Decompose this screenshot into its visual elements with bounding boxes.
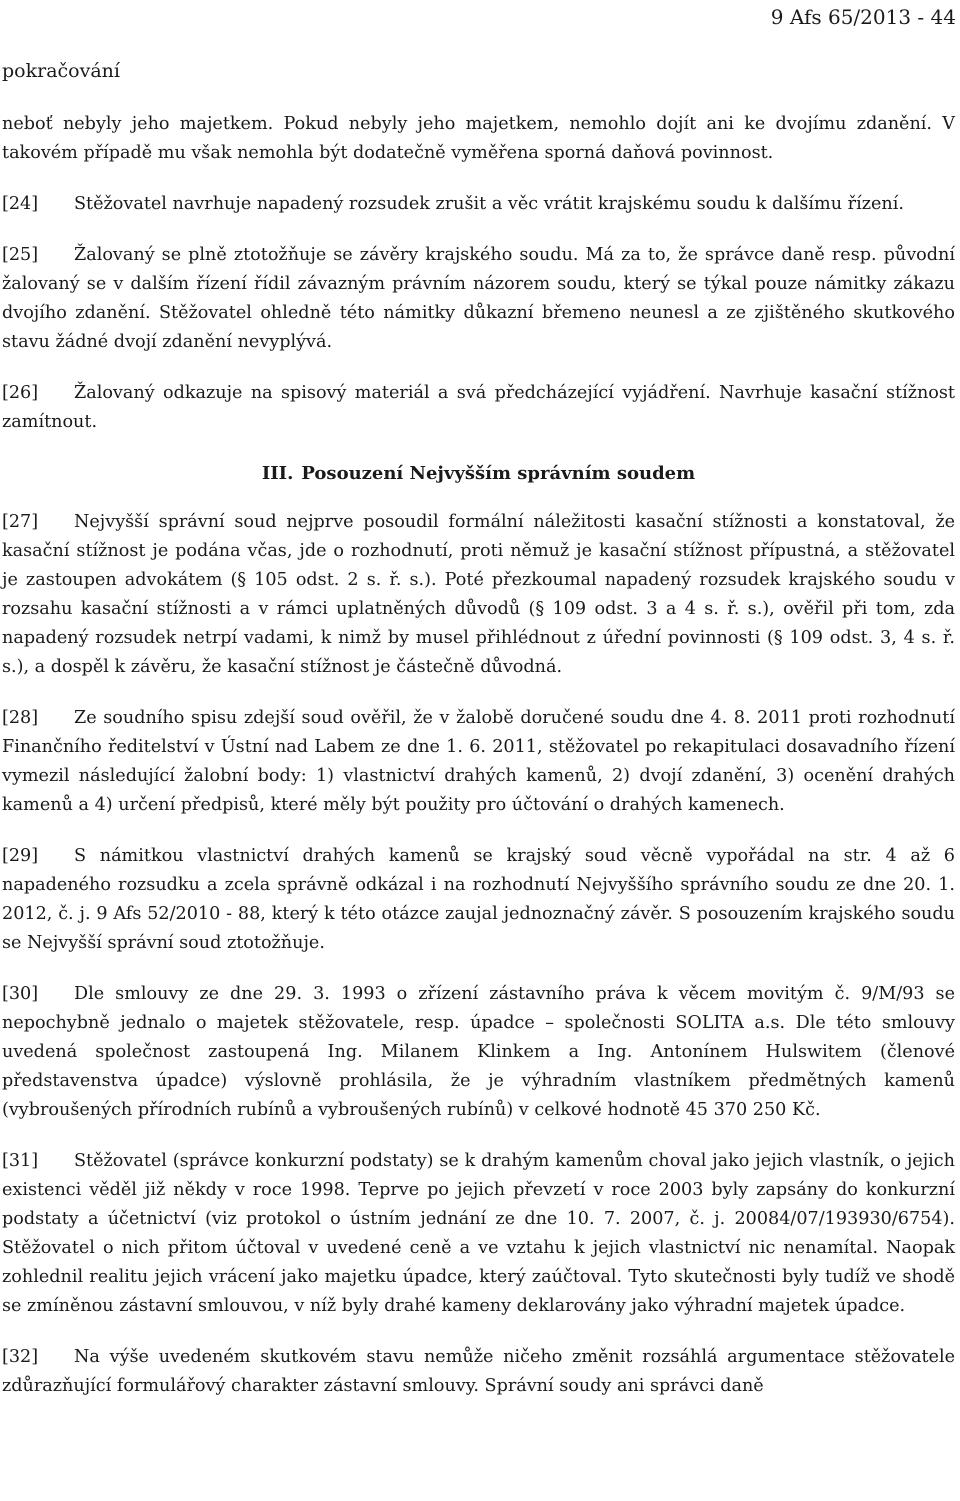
continuation-label: pokračování <box>2 60 120 82</box>
section-number: III. <box>261 463 294 484</box>
paragraph-text: Žalovaný se plně ztotožňuje se závěry krajského soudu. Má za to, že správce daně resp. původní žalovaný se v dalším řízení řídil závazným právním názorem soudu, který se týkal pouze námitky zákazu dvojího zdanění. Stěžovatel ohledně této námitky důkazní břemeno neunesl a ze zjištěného skutkového stavu žádné dvojí zdanění nevyplývá. <box>2 245 955 352</box>
paragraph-text: S námitkou vlastnictví drahých kamenů se krajský soud věcně vypořádal na str. 4 až 6 napadeného rozsudku a zcela správně odkázal i na rozhodnutí Nejvyššího správního soudu ze dne 20. 1. 2012, č. j. 9 Afs 52/2010 - 88, který k této otázce zaujal jednoznačný závěr. S posouzením krajského soudu se Nejvyšší správní soud ztotožňuje. <box>2 846 955 953</box>
paragraph-28 <box>2 704 955 820</box>
paragraph-26 <box>2 379 955 437</box>
paragraph-number: [24] <box>2 194 39 214</box>
paragraph-text: Stěžovatel navrhuje napadený rozsudek zrušit a věc vrátit krajskému soudu k dalšímu řízení. <box>74 194 904 214</box>
paragraph-number: [28] <box>2 708 39 728</box>
paragraph-number: [25] <box>2 245 39 265</box>
document-body <box>2 110 955 1423</box>
paragraph-text: Ze soudního spisu zdejší soud ověřil, že v žalobě doručené soudu dne 4. 8. 2011 proti rozhodnutí Finančního ředitelství v Ústní nad Labem ze dne 1. 6. 2011, stěžovatel po rekapitulaci dosavadního řízení vymezil následující žalobní body: 1) vlastnictví drahých kamenů, 2) dvojí zdanění, 3) ocenění drahých kamenů a 4) určení předpisů, které měly být použity pro účtování o drahých kamenech. <box>2 708 955 815</box>
paragraph-32 <box>2 1343 955 1401</box>
paragraph-24 <box>2 190 955 219</box>
paragraph-25 <box>2 241 955 357</box>
paragraph-number: [31] <box>2 1151 39 1171</box>
paragraph-text: neboť nebyly jeho majetkem. Pokud nebyly jeho majetkem, nemohlo dojít ani ke dvojímu zdanění. V takovém případě mu však nemohla být dodatečně vyměřena sporná daňová povinnost. <box>2 114 955 163</box>
paragraph-number: [29] <box>2 846 39 866</box>
paragraph-30 <box>2 980 955 1125</box>
paragraph-text: Žalovaný odkazuje na spisový materiál a svá předcházející vyjádření. Navrhuje kasační stížnost zamítnout. <box>2 383 955 432</box>
section-title: Posouzení Nejvyšším správním soudem <box>301 463 696 484</box>
paragraph-number: [26] <box>2 383 39 403</box>
paragraph-number: [30] <box>2 984 39 1004</box>
paragraph-29 <box>2 842 955 958</box>
paragraph-number: [32] <box>2 1347 39 1367</box>
paragraph-text: Stěžovatel (správce konkurzní podstaty) se k drahým kamenům choval jako jejich vlastník, o jejich existenci věděl již někdy v roce 1998. Teprve po jejich převzetí v roce 2003 byly zapsány do konkurzní podstaty a účetnictví (viz protokol o ústním jednání ze dne 10. 7. 2007, č. j. 20084/07/193930/6754). Stěžovatel o nich přitom účtoval v uvedené ceně a ve vztahu k jejich vlastnictví nic nenamítal. Naopak zohlednil realitu jejich vrácení jako majetku úpadce, který zaúčtoval. Tyto skutečnosti byly tudíž ve shodě se zmíněnou zástavní smlouvou, v níž byly drahé kameny deklarovány jako výhradní majetek úpadce. <box>2 1151 955 1316</box>
paragraph-31 <box>2 1147 955 1321</box>
paragraph-27 <box>2 508 955 682</box>
paragraph-intro <box>2 110 955 168</box>
paragraph-text: Na výše uvedeném skutkovém stavu nemůže ničeho změnit rozsáhlá argumentace stěžovatele zdůrazňující formulářový charakter zástavní smlouvy. Správní soudy ani správci daně <box>2 1347 955 1396</box>
paragraph-text: Dle smlouvy ze dne 29. 3. 1993 o zřízení zástavního práva k věcem movitým č. 9/M/93 se nepochybně jednalo o majetek stěžovatele, resp. úpadce – společnosti SOLITA a.s. Dle této smlouvy uvedená společnost zastoupená Ing. Milanem Klinkem a Ing. Antonínem Hulswitem (členové představenstva úpadce) výslovně prohlásila, že je výhradním vlastníkem předmětných kamenů (vybroušených přírodních rubínů a vybroušených rubínů) v celkové hodnotě 45 370 250 Kč. <box>2 984 955 1120</box>
case-number: 9 Afs 65/2013 - 44 <box>770 5 956 29</box>
paragraph-number: [27] <box>2 512 39 532</box>
paragraph-text: Nejvyšší správní soud nejprve posoudil formální náležitosti kasační stížnosti a konstatoval, že kasační stížnost je podána včas, jde o rozhodnutí, proti němuž je kasační stížnost přípustná, a stěžovatel je zastoupen advokátem (§ 105 odst. 2 s. ř. s.). Poté přezkoumal napadený rozsudek krajského soudu v rozsahu kasační stížnosti a v rámci uplatněných důvodů (§ 109 odst. 3 a 4 s. ř. s.), ověřil při tom, zda napadený rozsudek netrpí vadami, k nimž by musel přihlédnout z úřední povinnosti (§ 109 odst. 3, 4 s. ř. s.), a dospěl k závěru, že kasační stížnost je částečně důvodná. <box>2 512 955 677</box>
section-heading <box>2 459 955 488</box>
